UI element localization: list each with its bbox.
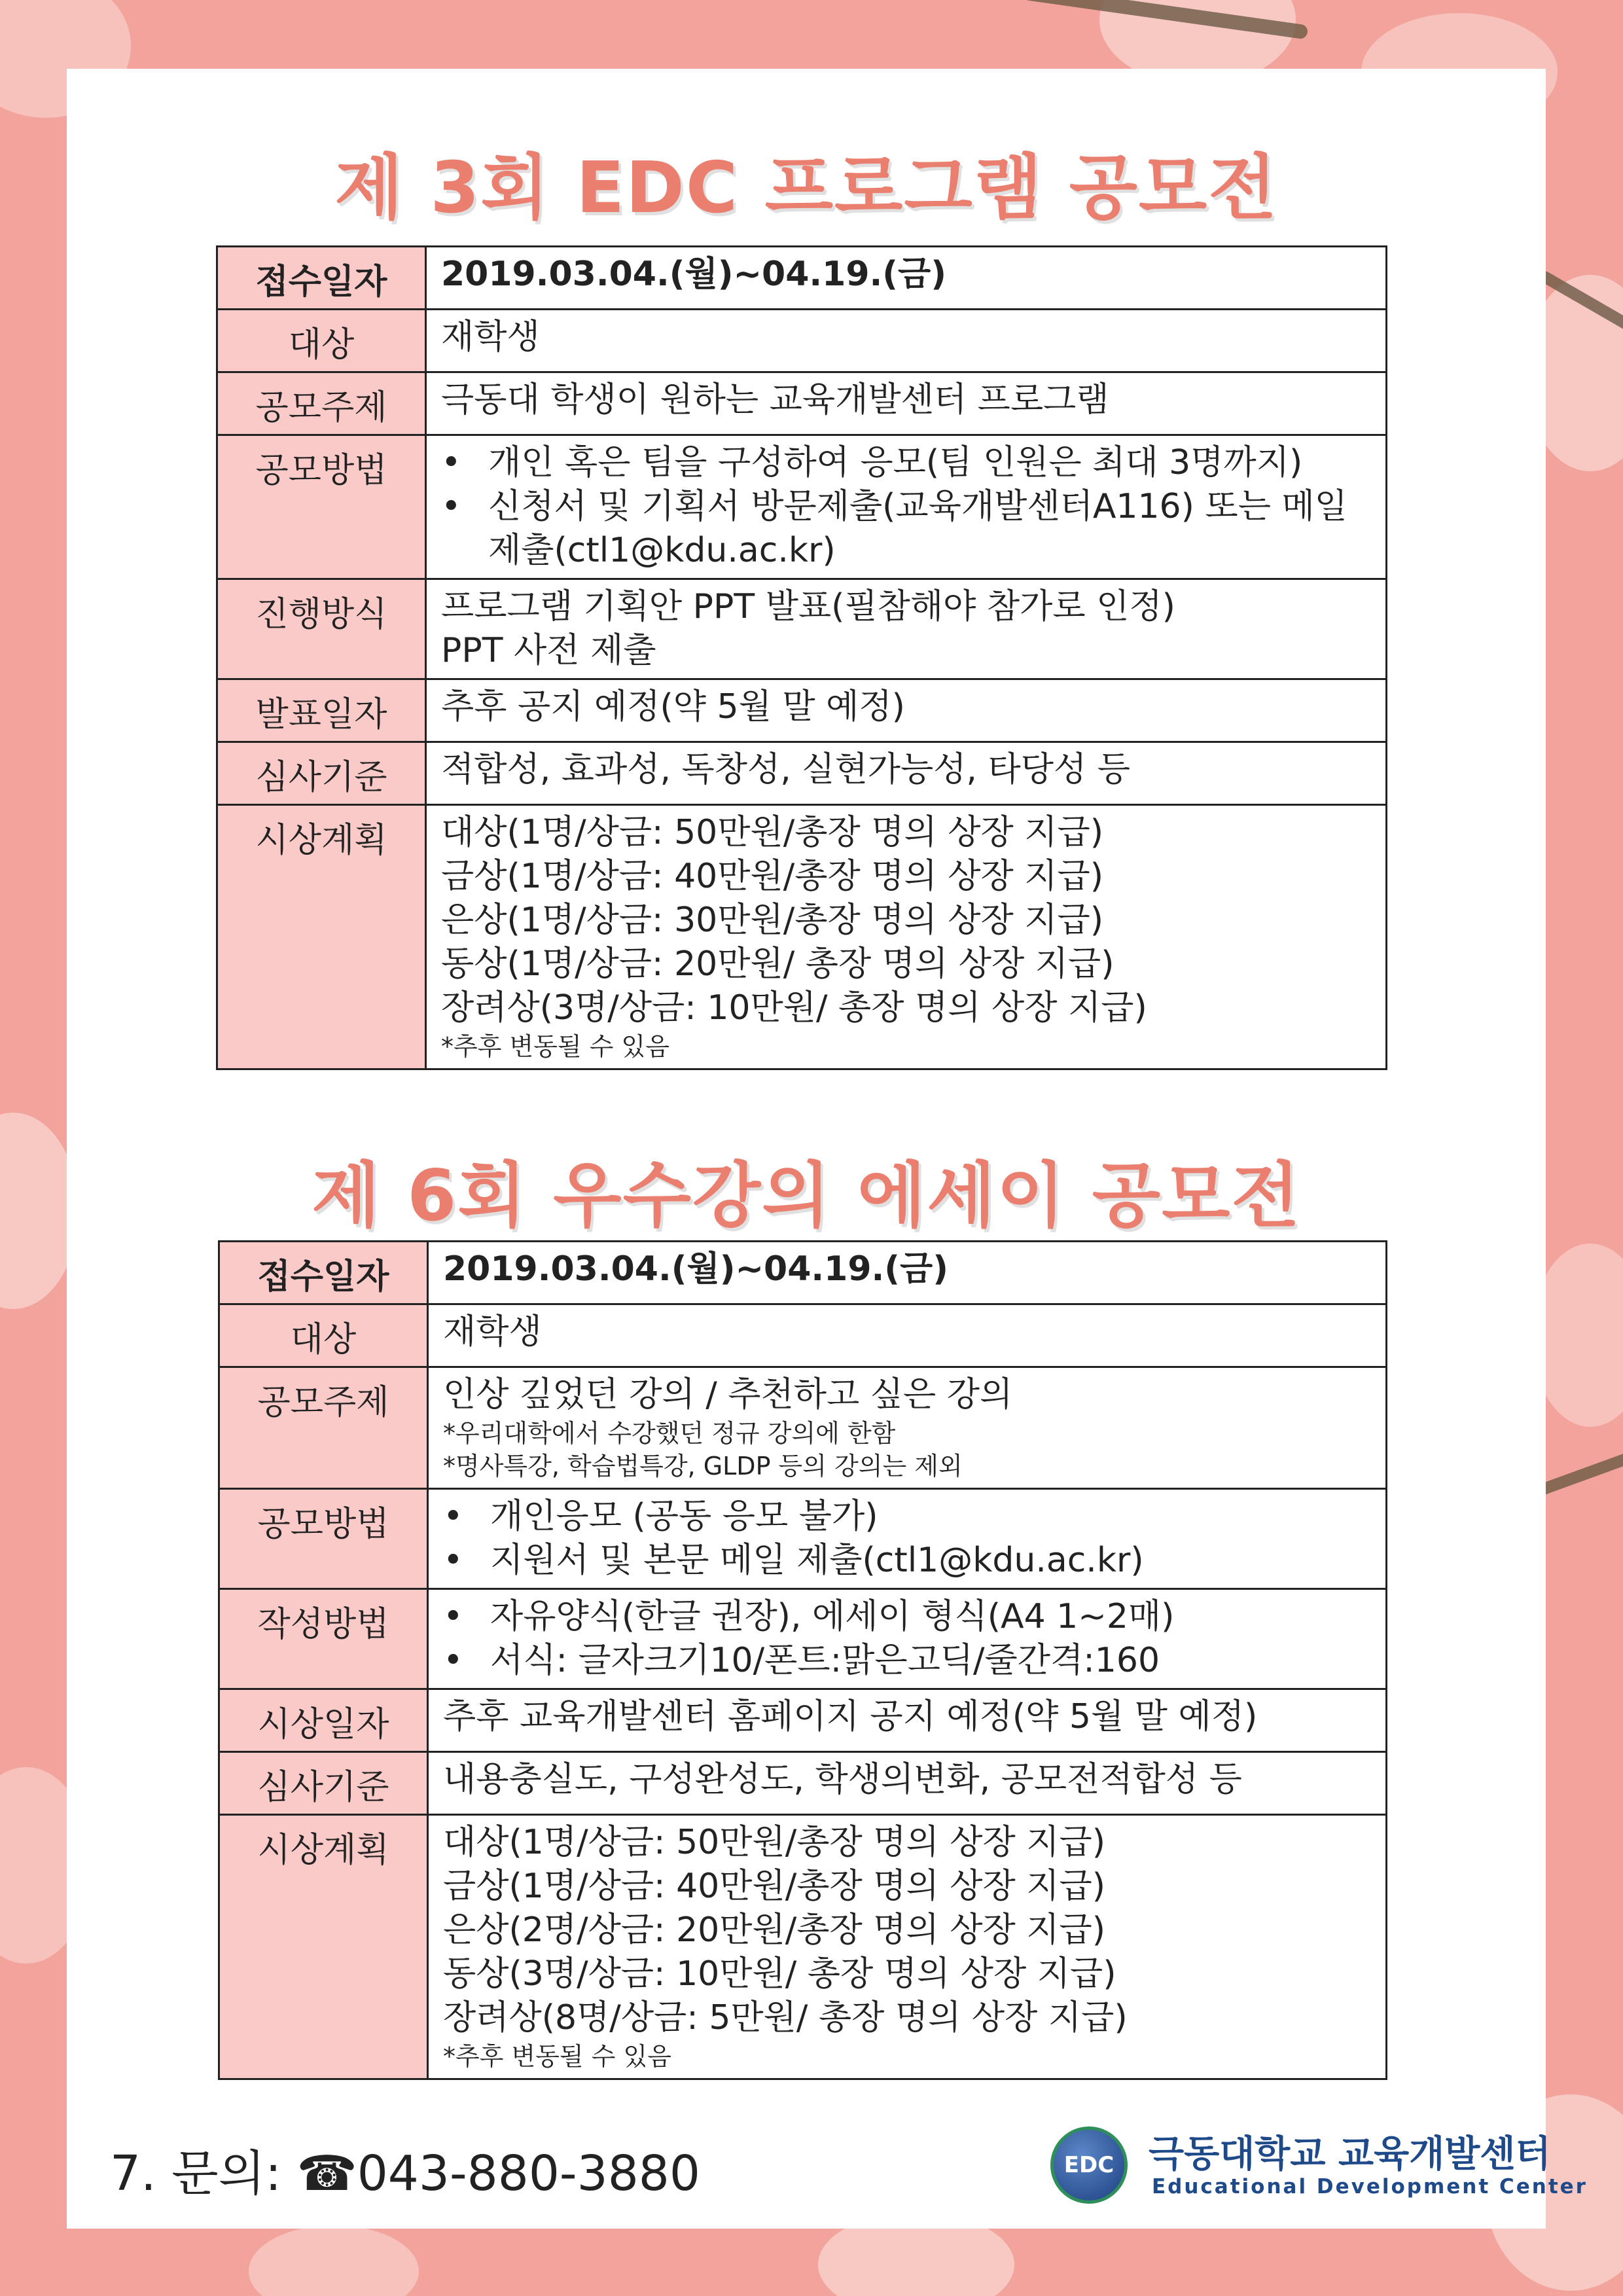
row-value: 재학생 xyxy=(426,310,1387,372)
list-item xyxy=(443,1595,1371,1639)
footnote: *우리대학에서 수강했던 정규 강의에 한함 xyxy=(443,1419,896,1448)
row-label: 심사기준 xyxy=(217,742,426,805)
list-item-text: 제출(ctl1@kdu.ac.kr) xyxy=(488,531,836,570)
bullet: • xyxy=(443,1597,463,1636)
text-line: 은상(2명/상금: 20만원/총장 명의 상장 지급) xyxy=(443,1910,1105,1950)
list-item xyxy=(443,1639,1371,1683)
table-row xyxy=(219,1752,1387,1815)
table-row xyxy=(217,435,1387,579)
table-row xyxy=(219,1589,1387,1689)
row-label: 작성방법 xyxy=(219,1589,428,1689)
row-value xyxy=(426,435,1387,579)
logo-korean-name: 극동대학교 교육개발센터 xyxy=(1149,2133,1551,2176)
table-row xyxy=(219,1489,1387,1589)
text-line: 금상(1명/상금: 40만원/총장 명의 상장 지급) xyxy=(443,1867,1105,1906)
table-row xyxy=(217,310,1387,372)
text-line: 장려상(3명/상금: 10만원/ 총장 명의 상장 지급) xyxy=(441,988,1147,1028)
row-value: 2019.03.04.(월)~04.19.(금) xyxy=(428,1242,1387,1304)
bullet: • xyxy=(443,1641,463,1680)
row-value xyxy=(426,579,1387,679)
row-label: 접수일자 xyxy=(219,1242,428,1304)
row-label: 접수일자 xyxy=(217,247,426,310)
table-row xyxy=(219,1815,1387,2079)
text-line: 대상(1명/상금: 50만원/총장 명의 상장 지급) xyxy=(443,1823,1105,1862)
footnote: *명사특강, 학습법특강, GLDP 등의 강의는 제외 xyxy=(443,1452,963,1480)
row-value xyxy=(426,805,1387,1069)
bullet: • xyxy=(441,487,461,526)
row-label: 진행방식 xyxy=(217,579,426,679)
contact-info: 7. 문의: ☎043-880-3880 xyxy=(110,2145,700,2202)
bullet: • xyxy=(443,1541,463,1580)
list-item-text: 개인 혹은 팀을 구성하여 응모(팀 인원은 최대 3명까지) xyxy=(488,443,1303,482)
bullet: • xyxy=(441,443,461,482)
table-row xyxy=(217,805,1387,1069)
edc-logo xyxy=(1050,2124,1588,2206)
text-line: 대상(1명/상금: 50만원/총장 명의 상장 지급) xyxy=(441,813,1103,852)
text-line: 동상(1명/상금: 20만원/ 총장 명의 상장 지급) xyxy=(441,944,1115,984)
list-item-text: 신청서 및 기획서 방문제출(교육개발센터A116) 또는 메일 xyxy=(488,487,1347,526)
table-row xyxy=(219,1367,1387,1489)
table-row xyxy=(219,1304,1387,1367)
text-line: 장려상(8명/상금: 5만원/ 총장 명의 상장 지급) xyxy=(443,1998,1128,2037)
list-item-text: 개인응모 (공동 응모 불가) xyxy=(490,1497,878,1536)
row-label: 발표일자 xyxy=(217,679,426,742)
text-line: 은상(1명/상금: 30만원/총장 명의 상장 지급) xyxy=(441,901,1103,940)
row-label: 공모방법 xyxy=(217,435,426,579)
bullet: • xyxy=(443,1497,463,1536)
row-value: 극동대 학생이 원하는 교육개발센터 프로그램 xyxy=(426,372,1387,435)
row-value xyxy=(428,1589,1387,1689)
text-line: 동상(3명/상금: 10만원/ 총장 명의 상장 지급) xyxy=(443,1954,1116,1994)
edc-emblem-icon: EDC xyxy=(1050,2126,1128,2204)
row-value xyxy=(428,1815,1387,2079)
row-value: 추후 공지 예정(약 5월 말 예정) xyxy=(426,679,1387,742)
table-row xyxy=(217,372,1387,435)
list-item xyxy=(443,1539,1371,1583)
footnote: *추후 변동될 수 있음 xyxy=(443,2042,671,2071)
table-row xyxy=(217,579,1387,679)
row-value: 재학생 xyxy=(428,1304,1387,1367)
table-row xyxy=(219,1689,1387,1752)
footnote: *추후 변동될 수 있음 xyxy=(441,1032,669,1061)
row-label: 대상 xyxy=(219,1304,428,1367)
row-value: 2019.03.04.(월)~04.19.(금) xyxy=(426,247,1387,310)
row-label: 공모주제 xyxy=(219,1367,428,1489)
contest1-table xyxy=(216,245,1387,1070)
text-line: 금상(1명/상금: 40만원/총장 명의 상장 지급) xyxy=(441,857,1103,896)
row-value xyxy=(428,1489,1387,1589)
row-label: 시상계획 xyxy=(219,1815,428,2079)
logo-english-name: Educational Development Center xyxy=(1152,2175,1588,2198)
row-value: 내용충실도, 구성완성도, 학생의변화, 공모전적합성 등 xyxy=(428,1752,1387,1815)
contest1-title: 제 3회 EDC 프로그램 공모전 xyxy=(334,147,1278,229)
list-item xyxy=(441,441,1371,485)
row-label: 심사기준 xyxy=(219,1752,428,1815)
table-row xyxy=(217,742,1387,805)
table-row xyxy=(217,679,1387,742)
list-item xyxy=(441,485,1371,573)
list-item-text: 자유양식(한글 권장), 에세이 형식(A4 1~2매) xyxy=(490,1597,1175,1636)
list-item xyxy=(443,1495,1371,1539)
row-label: 시상일자 xyxy=(219,1689,428,1752)
row-value: 추후 교육개발센터 홈페이지 공지 예정(약 5월 말 예정) xyxy=(428,1689,1387,1752)
contest2-title: 제 6회 우수강의 에세이 공모전 xyxy=(312,1155,1301,1237)
text-line: 프로그램 기획안 PPT 발표(필참해야 참가로 인정) xyxy=(441,587,1175,626)
row-value xyxy=(428,1367,1387,1489)
table-row xyxy=(219,1242,1387,1304)
row-label: 대상 xyxy=(217,310,426,372)
row-value: 적합성, 효과성, 독창성, 실현가능성, 타당성 등 xyxy=(426,742,1387,805)
text-line: 인상 깊었던 강의 / 추천하고 싶은 강의 xyxy=(443,1375,1013,1414)
row-label: 공모방법 xyxy=(219,1489,428,1589)
list-item-text: 지원서 및 본문 메일 제출(ctl1@kdu.ac.kr) xyxy=(490,1541,1144,1580)
table-row xyxy=(217,247,1387,310)
contest2-table xyxy=(218,1240,1387,2080)
row-label: 공모주제 xyxy=(217,372,426,435)
row-label: 시상계획 xyxy=(217,805,426,1069)
text-line: PPT 사전 제출 xyxy=(441,631,656,670)
list-item-text: 서식: 글자크기10/폰트:맑은고딕/줄간격:160 xyxy=(490,1641,1160,1680)
